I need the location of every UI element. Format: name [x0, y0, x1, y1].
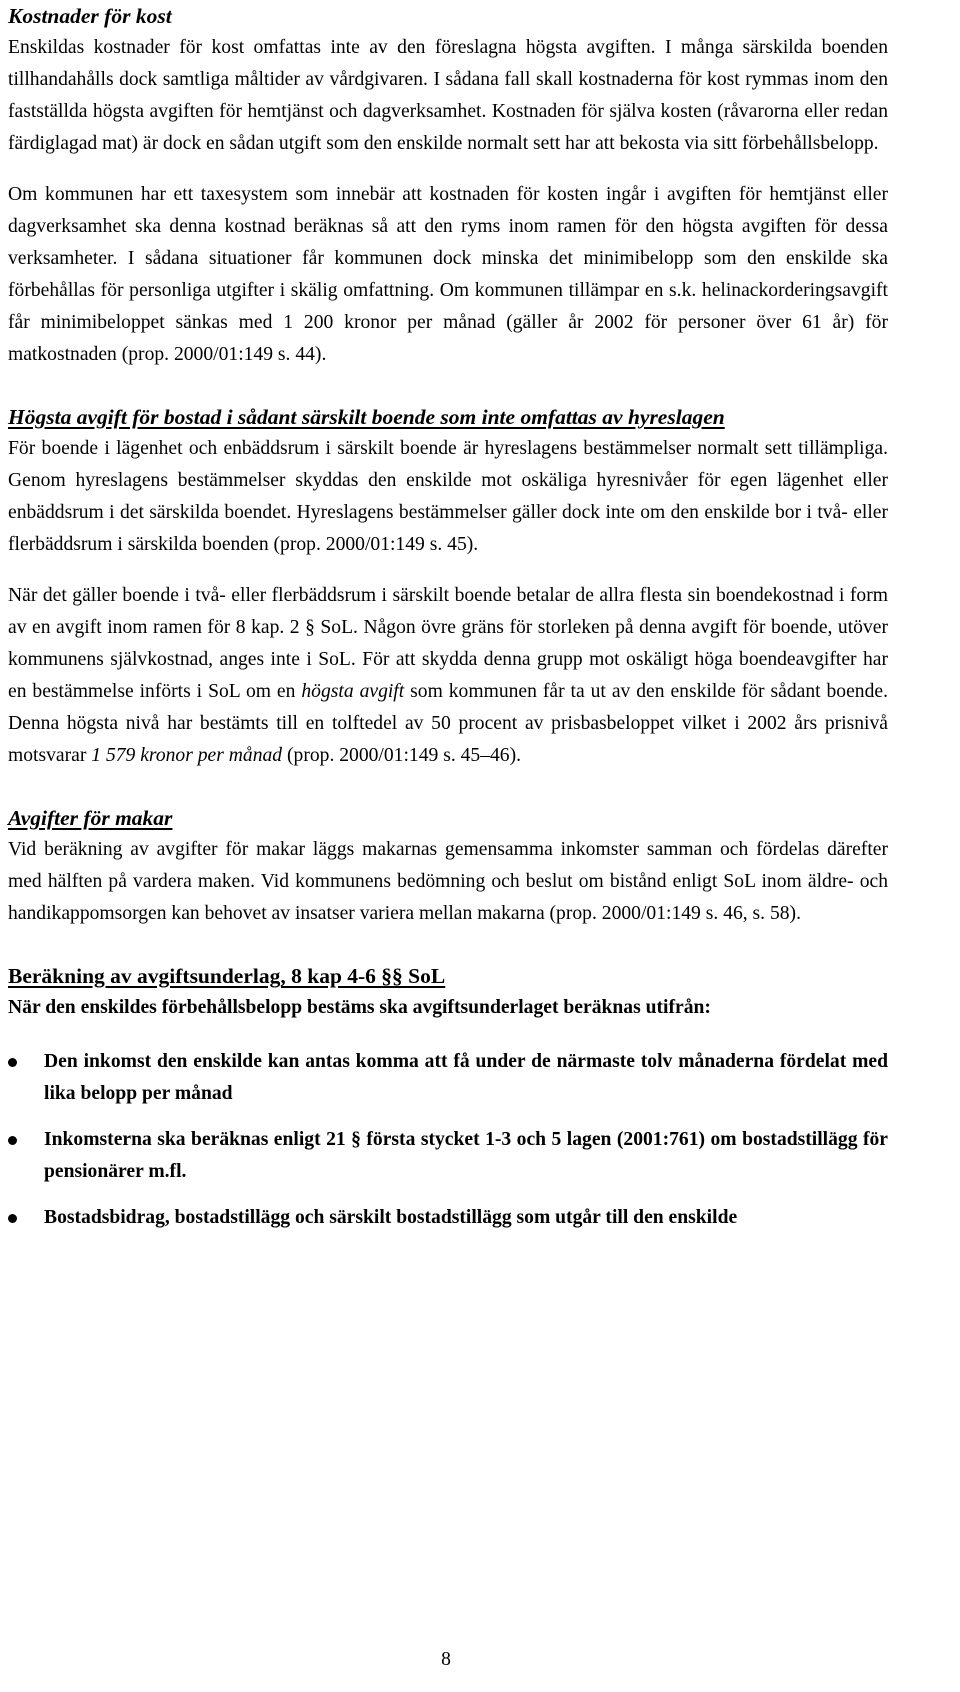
- section-heading-bostad: Högsta avgift för bostad i sådant särskilt boende som inte omfattas av hyreslagen: [8, 405, 725, 429]
- emphasis-kronor-per-manad: 1 579 kronor per månad: [91, 745, 283, 766]
- paragraph-bostad-2-text-c: (prop. 2000/01:149 s. 45–46).: [282, 745, 522, 766]
- bullet-icon: [8, 1136, 17, 1145]
- paragraph-bostad-2-text-b: som kommunen får ta ut av den enskilde för sådant boende. Denna högsta nivå har bestämts till en tolftedel av 50 procent av prisbasbeloppet vilket i 2002 års prisnivå motsvarar: [8, 681, 888, 766]
- emphasis-hogsta-avgift: högsta avgift: [301, 681, 405, 702]
- section-heading-kost: Kostnader för kost: [8, 4, 172, 28]
- list-item: [8, 1124, 888, 1188]
- section-heading-berakning: Beräkning av avgiftsunderlag, 8 kap 4-6 §§ SoL: [8, 964, 446, 988]
- paragraph-bostad-2-text-a: När det gäller boende i två- eller flerbäddsrum i särskilt boende betalar de allra flesta sin boendekostnad i form av en avgift inom ramen för 8 kap. 2 § SoL. Någon övre gräns för storleken på denna avgift för boende, utöver kommunens självkostnad, anges inte i SoL. För att skydda denna grupp mot oskäligt höga boendeavgifter har en bestämmelse införts i SoL om en: [8, 585, 888, 702]
- paragraph-bostad-2: [8, 580, 888, 772]
- page-number: 8: [441, 1649, 451, 1670]
- list-item-text: Bostadsbidrag, bostadstillägg och särskilt bostadstillägg som utgår till den enskilde: [44, 1207, 738, 1228]
- paragraph-berakning-intro: När den enskildes förbehållsbelopp bestäms ska avgiftsunderlaget beräknas utifrån:: [8, 997, 711, 1018]
- list-item-text: Inkomsterna ska beräknas enligt 21 § första stycket 1-3 och 5 lagen (2001:761) om bostadstillägg för pensionärer m.fl.: [44, 1129, 888, 1182]
- list-item-text: Den inkomst den enskilde kan antas komma att få under de närmaste tolv månaderna fördelat med lika belopp per månad: [44, 1051, 888, 1104]
- bullet-icon: [8, 1058, 17, 1067]
- berakning-bullet-list: [8, 1046, 888, 1234]
- paragraph-bostad-1: För boende i lägenhet och enbäddsrum i särskilt boende är hyreslagens bestämmelser normalt sett tillämpliga. Genom hyreslagens bestämmelser skyddas den enskilde mot oskäliga hyresnivåer för egen lägenhet eller enbäddsrum i det särskilda boendet. Hyreslagens bestämmelser gäller dock inte om den enskilde bor i två- eller flerbäddsrum i särskilda boenden (prop. 2000/01:149 s. 45).: [8, 438, 888, 555]
- list-item: [8, 1046, 888, 1110]
- paragraph-kost-1: Enskildas kostnader för kost omfattas inte av den föreslagna högsta avgiften. I många särskilda boenden tillhandahålls dock samtliga måltider av vårdgivaren. I sådana fall skall kostnaderna för kost rymmas inom den fastställda högsta avgiften för hemtjänst och dagverksamhet. Kostnaden för själva kosten (råvarorna eller redan färdiglagad mat) är dock en sådan utgift som den enskilde normalt sett har att bekosta via sitt förbehållsbelopp.: [8, 37, 888, 154]
- document-page: [8, 0, 888, 1248]
- section-heading-makar: Avgifter för makar: [8, 806, 173, 830]
- paragraph-kost-2: Om kommunen har ett taxesystem som innebär att kostnaden för kosten ingår i avgiften för hemtjänst eller dagverksamhet ska denna kostnad beräknas så att den ryms inom ramen för den högsta avgiften för dessa verksamheter. I sådana situationer får kommunen dock minska det minimibelopp som den enskilde ska förbehållas för personliga utgifter i skälig omfattning. Om kommunen tillämpar en s.k. helinackorderingsavgift får minimibeloppet sänkas med 1 200 kronor per månad (gäller år 2002 för personer över 61 år) för matkostnaden (prop. 2000/01:149 s. 44).: [8, 184, 888, 365]
- bullet-icon: [8, 1214, 17, 1223]
- paragraph-makar-1: Vid beräkning av avgifter för makar läggs makarnas gemensamma inkomster samman och fördelas därefter med hälften på vardera maken. Vid kommunens bedömning och beslut om bistånd enligt SoL inom äldre- och handikappomsorgen kan behovet av insatser variera mellan makarna (prop. 2000/01:149 s. 46, s. 58).: [8, 839, 888, 924]
- list-item: [8, 1202, 888, 1234]
